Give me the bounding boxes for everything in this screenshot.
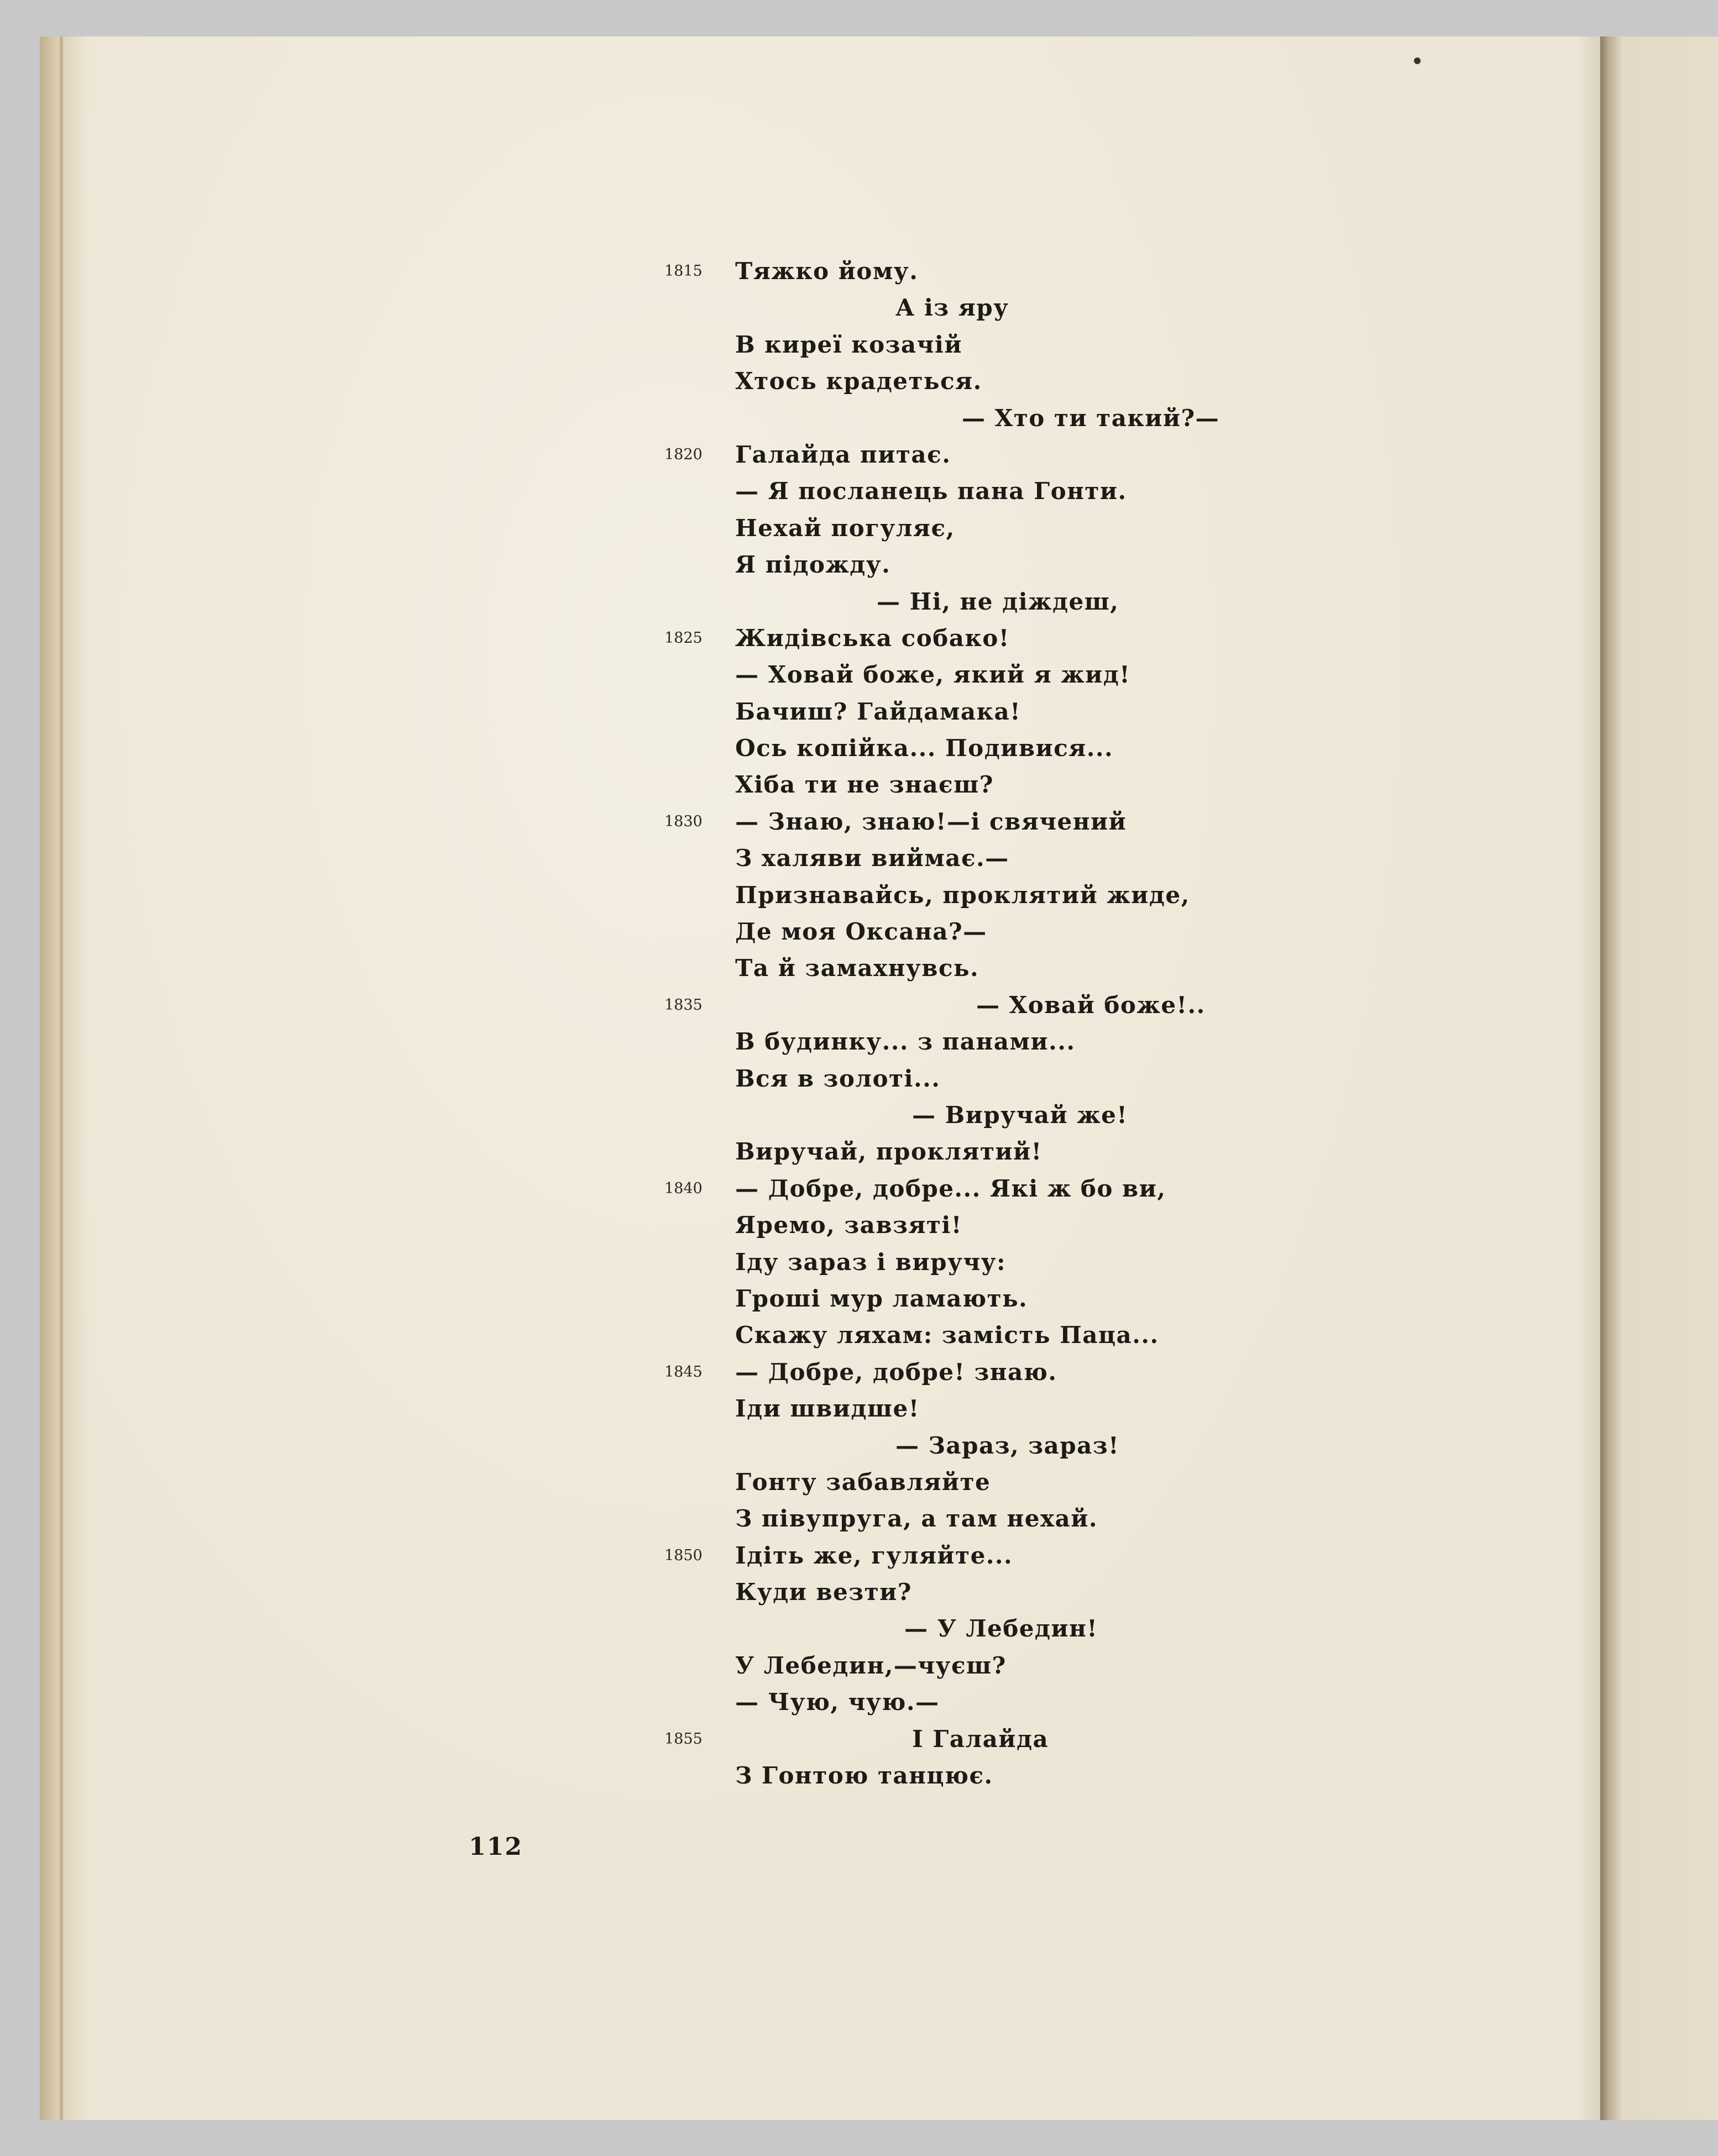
poem-line [735,877,1509,914]
poem-line [664,1171,1509,1207]
verse-text: Хіба ти не знаєш? [735,771,994,799]
poem-line [664,1354,1509,1391]
poem-line [735,363,1509,400]
verse-text: Виручай, проклятий! [735,1138,1043,1166]
poem-line [735,1024,1509,1060]
line-number: 1835 [664,996,703,1014]
verse-text: — Я посланець пана Гонти. [735,478,1127,505]
poem-line [735,584,1509,620]
poem-line [735,1244,1509,1281]
line-number: 1825 [664,629,703,647]
poem-line [664,253,1509,290]
poem-line [735,1281,1509,1317]
verse-text: А із яру [895,294,1009,322]
verse-text: Де моя Оксана?— [735,918,987,946]
verse-text: Куди везти? [735,1578,912,1606]
verse-text: Нехай погуляє, [735,514,955,542]
line-number: 1815 [664,263,703,280]
verse-text: Тяжко йому. [735,258,919,285]
verse-text: — Зараз, зараз! [895,1431,1120,1459]
poem-line [735,1611,1509,1647]
poem-line [735,694,1509,730]
poem-line [735,1574,1509,1611]
verse-text: Ось копійка... Подивися... [735,735,1114,762]
poem-text [664,253,1509,1794]
poem-line [735,1648,1509,1684]
verse-text: — Чую, чую.— [735,1688,940,1716]
verse-text: — Добре, добре... Які ж бо ви, [735,1174,1166,1202]
adjacent-page-edge [1600,36,1718,2120]
poem-line [664,987,1509,1024]
poem-line [735,1464,1509,1501]
verse-text: Яремо, завзяті! [735,1211,962,1239]
poem-line [735,1758,1509,1794]
line-number: 1845 [664,1363,703,1381]
poem-line [664,1538,1509,1574]
verse-text: Галайда питає. [735,440,951,468]
verse-text: В киреї козачій [735,331,962,358]
verse-text: Бачиш? Гайдамака! [735,697,1022,725]
poem-line [735,547,1509,583]
poem-line [735,767,1509,803]
poem-line [735,840,1509,877]
verse-text: Жидівська собако! [735,624,1010,652]
verse-text: — Ховай боже!.. [976,991,1206,1019]
verse-text: Признавайсь, проклятий жиде, [735,881,1190,909]
poem-line [664,620,1509,657]
poem-line [735,1097,1509,1134]
verse-text: — Ні, не діждеш, [877,587,1119,615]
poem-line [735,1501,1509,1537]
page-number: 112 [469,1833,523,1861]
poem-line [664,1721,1509,1758]
line-number: 1850 [664,1546,703,1564]
verse-text: З халяви виймає.— [735,844,1009,872]
line-number: 1820 [664,445,703,463]
poem-line [735,1684,1509,1720]
verse-text: З півупруга, а там нехай. [735,1505,1098,1533]
verse-text: — Добре, добре! знаю. [735,1358,1057,1386]
line-number: 1840 [664,1179,703,1197]
poem-line [735,1391,1509,1427]
poem-line [735,400,1509,437]
poem-line [664,804,1509,840]
verse-text: Ідіть же, гуляйте... [735,1541,1013,1569]
verse-text: Вся в золоті... [735,1064,941,1092]
poem-line [735,473,1509,510]
verse-text: В будинку... з панами... [735,1028,1076,1056]
poem-line [735,950,1509,987]
verse-text: Гонту забавляйте [735,1468,991,1496]
poem-line [735,1061,1509,1097]
verse-text: Я підожду. [735,551,891,579]
verse-text: Скажу ляхам: замість Паца... [735,1321,1159,1349]
poem-line [735,730,1509,767]
poem-line [735,1317,1509,1354]
verse-text: Іду зараз і виручу: [735,1248,1006,1276]
verse-text: З Гонтою танцює. [735,1762,993,1790]
poem-line [735,327,1509,363]
verse-text: Та й замахнувсь. [735,954,980,982]
verse-text: Гроші мур ламають. [735,1284,1028,1312]
verse-text: І Галайда [912,1725,1049,1753]
poem-line [735,914,1509,950]
poem-line [664,437,1509,473]
verse-text: Хтось крадеться. [735,368,982,395]
line-number: 1855 [664,1730,703,1748]
ink-speck [1414,57,1421,64]
verse-text: — Виручай же! [912,1101,1128,1129]
verse-text: — Знаю, знаю!—і свячений [735,807,1127,835]
line-number: 1830 [664,812,703,830]
poem-line [735,1207,1509,1244]
poem-line [735,657,1509,693]
verse-text: — Хто ти такий?— [962,404,1220,432]
verse-text: — У Лебедин! [904,1615,1098,1643]
verse-text: У Лебедин,—чуєш? [735,1651,1007,1679]
poem-line [735,1134,1509,1170]
poem-line [735,290,1509,326]
binding-edge [60,36,63,2120]
poem-line [735,1428,1509,1464]
page-spine-shadow [40,36,90,2120]
verse-text: — Ховай боже, який я жид! [735,661,1131,689]
poem-line [735,510,1509,547]
verse-text: Іди швидше! [735,1395,920,1423]
